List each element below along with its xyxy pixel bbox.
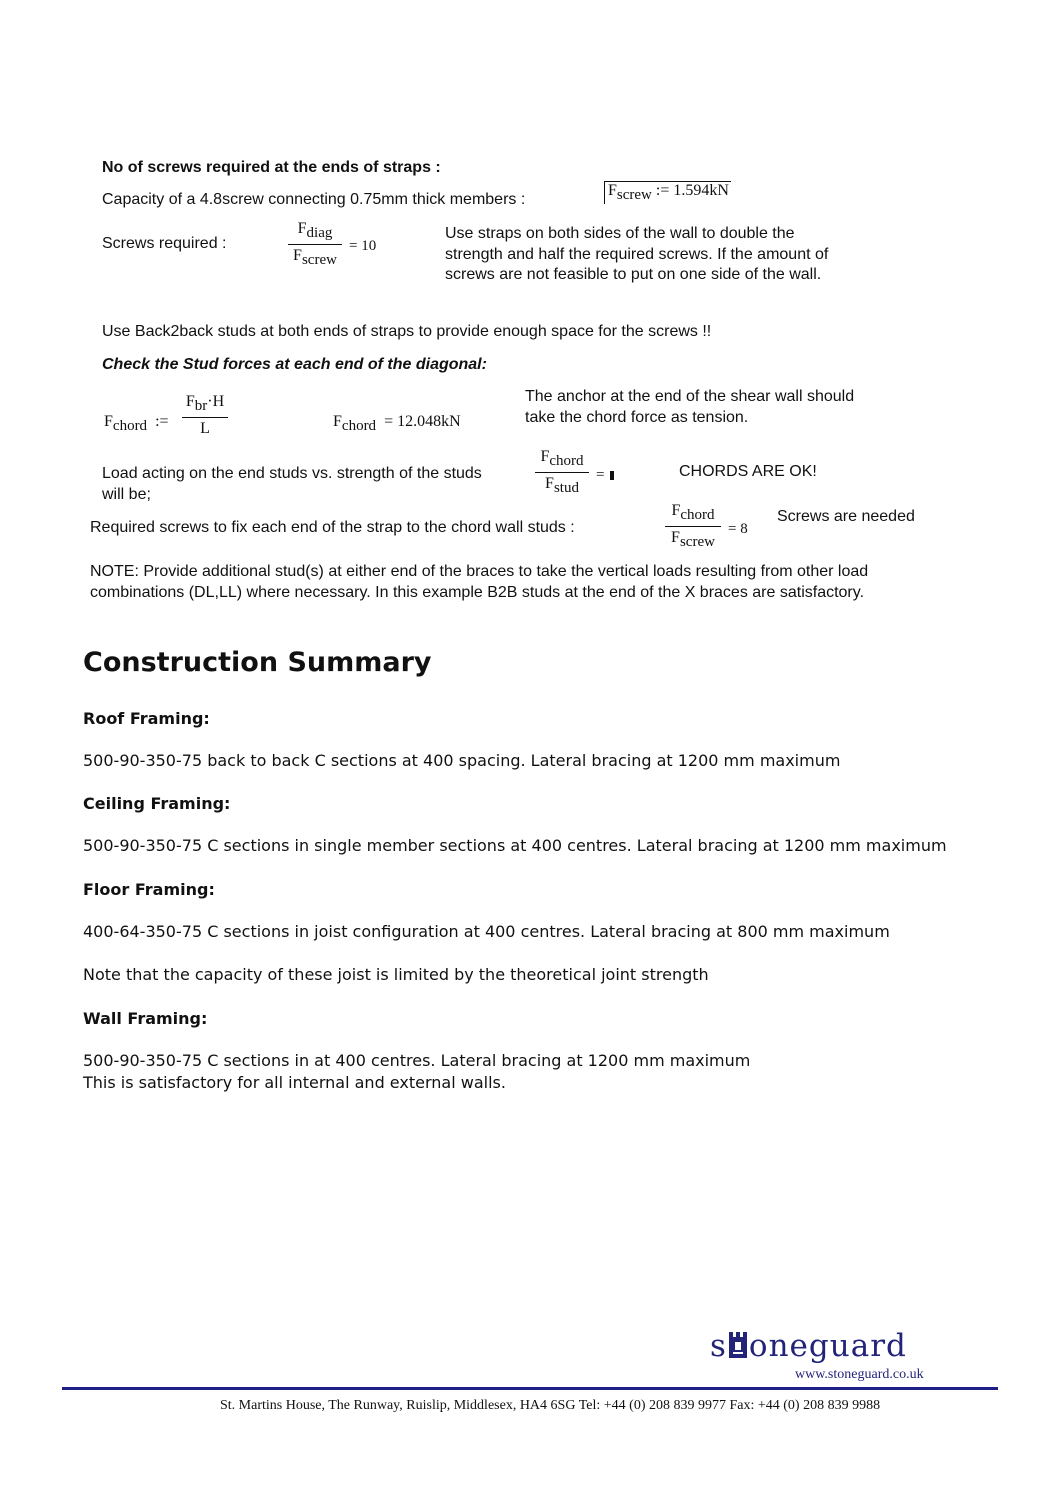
chord-den: L [200, 420, 210, 437]
load-text [102, 464, 482, 505]
ratio-equals: = [596, 467, 605, 483]
chord-result-var: F [333, 413, 342, 430]
straps-note-line: screws are not feasible to put on one side of the wall. [445, 266, 822, 283]
ratio-num-sub: chord [549, 453, 584, 469]
chord-num-tail: ·H [207, 393, 225, 410]
studs-note-line: NOTE: Provide additional stud(s) at either end of the braces to take the vertical loads resulting from other load [90, 563, 869, 580]
req-den-var: F [671, 529, 680, 546]
chord-result [333, 413, 461, 435]
fraction-bar [182, 417, 228, 418]
castle-tower-icon [728, 1330, 748, 1366]
ratio-placeholder-mark [610, 471, 614, 480]
req-num-var: F [671, 502, 681, 519]
logo-text-end: oneguard [748, 1328, 907, 1364]
floor-note: Note that the capacity of these joist is limited by the theoretical joint strength [83, 965, 709, 984]
footer-address: St. Martins House, The Runway, Ruislip, Middlesex, HA4 6SG Tel: +44 (0) 208 839 9977 Fax: +44 (0) 208 839 9988 [220, 1398, 881, 1413]
ratio-den-var: F [545, 475, 554, 492]
studs-note [90, 562, 868, 603]
stud-ratio-fraction [535, 448, 589, 497]
chord-num-var: F [185, 393, 195, 410]
capacity-equation [604, 181, 731, 204]
chord-var [104, 413, 169, 435]
ratio-num-var: F [540, 448, 550, 465]
chords-ok: CHORDS ARE OK! [679, 463, 817, 480]
load-text-line: Load acting on the end studs vs. strength of the studs [102, 465, 482, 482]
frac-num-sub: diag [306, 225, 333, 241]
wall-heading: Wall Framing: [83, 1009, 208, 1028]
straps-note [445, 224, 828, 286]
anchor-note [525, 387, 854, 428]
logo-text-start: s [710, 1328, 727, 1364]
ceiling-text: 500-90-350-75 C sections in single member sections at 400 centres. Lateral bracing at 1200 mm maximum [83, 836, 947, 855]
screws-heading: No of screws required at the ends of straps : [102, 159, 441, 176]
back2back-note: Use Back2back studs at both ends of straps to provide enough space for the screws !! [102, 323, 712, 340]
fraction-bar [665, 526, 721, 527]
chord-var-sub: chord [112, 418, 148, 434]
chord-result-sub: chord [341, 418, 377, 434]
fraction-bar [288, 244, 342, 245]
screws-needed: Screws are needed [777, 508, 915, 525]
anchor-note-line: The anchor at the end of the shear wall should [525, 388, 855, 405]
wall-text-line: 500-90-350-75 C sections in at 400 centres. Lateral bracing at 1200 mm maximum [83, 1051, 751, 1070]
chord-var-letter: F [104, 413, 113, 430]
footer-rule [62, 1387, 998, 1390]
req-num-sub: chord [680, 507, 715, 523]
wall-text [83, 1050, 750, 1094]
capacity-text: Capacity of a 4.8screw connecting 0.75mm thick members : [102, 191, 526, 208]
assign-operator: := [155, 413, 169, 430]
req-screws-fraction [665, 502, 721, 551]
chord-fraction [182, 393, 228, 438]
summary-title: Construction Summary [83, 647, 432, 678]
frac-den-var: F [293, 247, 302, 264]
floor-heading: Floor Framing: [83, 880, 215, 899]
ratio-den-sub: stud [553, 480, 579, 496]
req-den-sub: screw [679, 534, 715, 550]
straps-note-line: strength and half the required screws. If the amount of [445, 245, 829, 263]
roof-text: 500-90-350-75 back to back C sections at 400 spacing. Lateral bracing at 1200 mm maximum [83, 751, 841, 770]
capacity-var: F [608, 182, 617, 199]
roof-heading: Roof Framing: [83, 709, 210, 728]
stoneguard-logo [710, 1328, 907, 1366]
screws-required-label: Screws required : [102, 235, 227, 252]
straps-note-line: Use straps on both sides of the wall to double the [445, 225, 795, 242]
capacity-sub: screw [616, 187, 652, 203]
stud-ratio-eq [596, 467, 614, 484]
load-text-line: will be; [102, 485, 151, 503]
anchor-note-line: take the chord force as tension. [525, 408, 749, 426]
req-screws-result: = 8 [728, 521, 748, 537]
chord-result-value: = 12.048kN [384, 413, 461, 430]
chord-num-sub: br [194, 398, 208, 414]
screws-fraction [288, 220, 342, 269]
floor-text: 400-64-350-75 C sections in joist configuration at 400 centres. Lateral bracing at 800 mm maximum [83, 922, 890, 941]
frac-num-var: F [297, 220, 307, 237]
screws-required-result: = 10 [349, 238, 377, 254]
req-screws-text: Required screws to fix each end of the strap to the chord wall studs : [90, 519, 575, 536]
stud-heading: Check the Stud forces at each end of the diagonal: [102, 356, 487, 373]
fraction-bar [535, 472, 589, 473]
wall-text-line: This is satisfactory for all internal and external walls. [83, 1073, 506, 1092]
studs-note-line: combinations (DL,LL) where necessary. In this example B2B studs at the end of the X braces are satisfactory. [90, 583, 865, 601]
website-link[interactable]: www.stoneguard.co.uk [795, 1367, 924, 1382]
frac-den-sub: screw [301, 252, 337, 268]
capacity-value: := 1.594kN [655, 182, 729, 199]
ceiling-heading: Ceiling Framing: [83, 794, 231, 813]
